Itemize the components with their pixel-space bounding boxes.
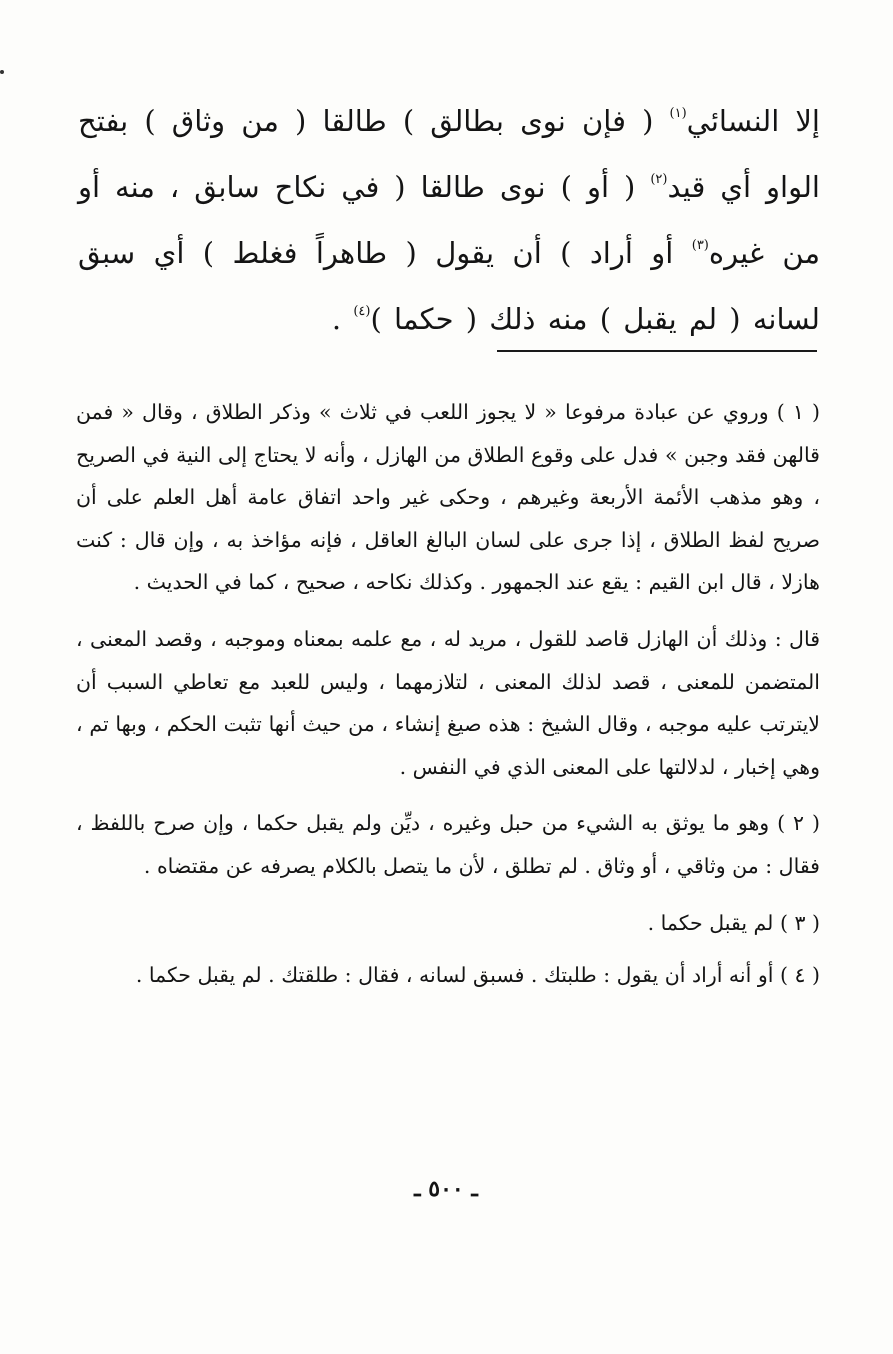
main-text-segment: .	[331, 302, 354, 336]
footnote-divider	[497, 350, 817, 352]
main-text-segment: ( فإن نوى بطالق ) طالقا ( من وثاق ) بفتح الواو أي قيد	[78, 104, 820, 204]
footnote-1: ( ١ ) وروي عن عبادة مرفوعا « لا يجوز اللعب في ثلاث » وذكر الطلاق ، وقال « فمن قالهن فقد وجبن » فدل على وقوع الطلاق من الهازل ، وأنه لا يحتاج إلى النية في الصريح ، وهو مذهب الأئمة الأربعة وغيرهم ، وحكى غير واحد اتفاق عامة أهل العلم على أن صريح لفظ الطلاق ، إذا جرى على لسان البالغ العاقل ، فإنه مؤاخذ به ، وإن قال : كنت هازلا ، قال ابن القيم : يقع عند الجمهور . وكذلك نكاحه ، صحيح ، كما في الحديث .	[76, 400, 820, 595]
page-number: ـ ٥٠٠ ـ	[414, 1176, 478, 1202]
footnote-ref-1: (١)	[669, 106, 687, 121]
footnote-1-continued: قال : وذلك أن الهازل قاصد للقول ، مريد له ، مع علمه بمعناه وموجبه ، وقصد المعنى ، المتضمن للمعنى ، قصد لذلك المعنى ، لتلازمهما ، وليس للعبد مع تعاطي السبب أن لايترتب عليه موجبه ، وقال الشيخ : هذه صيغ إنشاء ، من حيث أنها تثبت الحكم ، وبها تم ، وهي إخبار ، لدلالتها على المعنى الذي في النفس .	[76, 626, 820, 779]
scan-speck	[0, 70, 4, 74]
footnote-2: ( ٢ ) وهو ما يوثق به الشيء من حبل وغيره ، ديِّن ولم يقبل حكما ، وإن صرح باللفظ ، فقال : من وثاقي ، أو وثاق . لم تطلق ، لأن ما يتصل بالكلام يصرفه عن مقتضاه .	[76, 811, 820, 878]
footnotes	[76, 391, 820, 1011]
main-text-segment: ( أو ) نوى طالقا ( في نكاح سابق ، منه أو من غيره	[78, 170, 820, 270]
footnote-3: ( ٣ ) لم يقبل حكما .	[647, 910, 820, 935]
main-text-segment: إلا النسائي	[686, 104, 820, 138]
footnote-ref-3: (٣)	[691, 238, 709, 253]
main-text-segment: أو أراد ) أن يقول ( طاهراً فغلط ) أي سبق لسانه ( لم يقبل ) منه ذلك ( حكما )	[78, 236, 820, 336]
main-paragraph	[78, 88, 820, 352]
main-text	[78, 88, 820, 352]
footnote-ref-2: (٢)	[650, 172, 668, 187]
footnote-4: ( ٤ ) أو أنه أراد أن يقول : طلبتك . فسبق لسانه ، فقال : طلقتك . لم يقبل حكما .	[135, 963, 820, 988]
footnote-ref-4: (٤)	[353, 304, 371, 319]
